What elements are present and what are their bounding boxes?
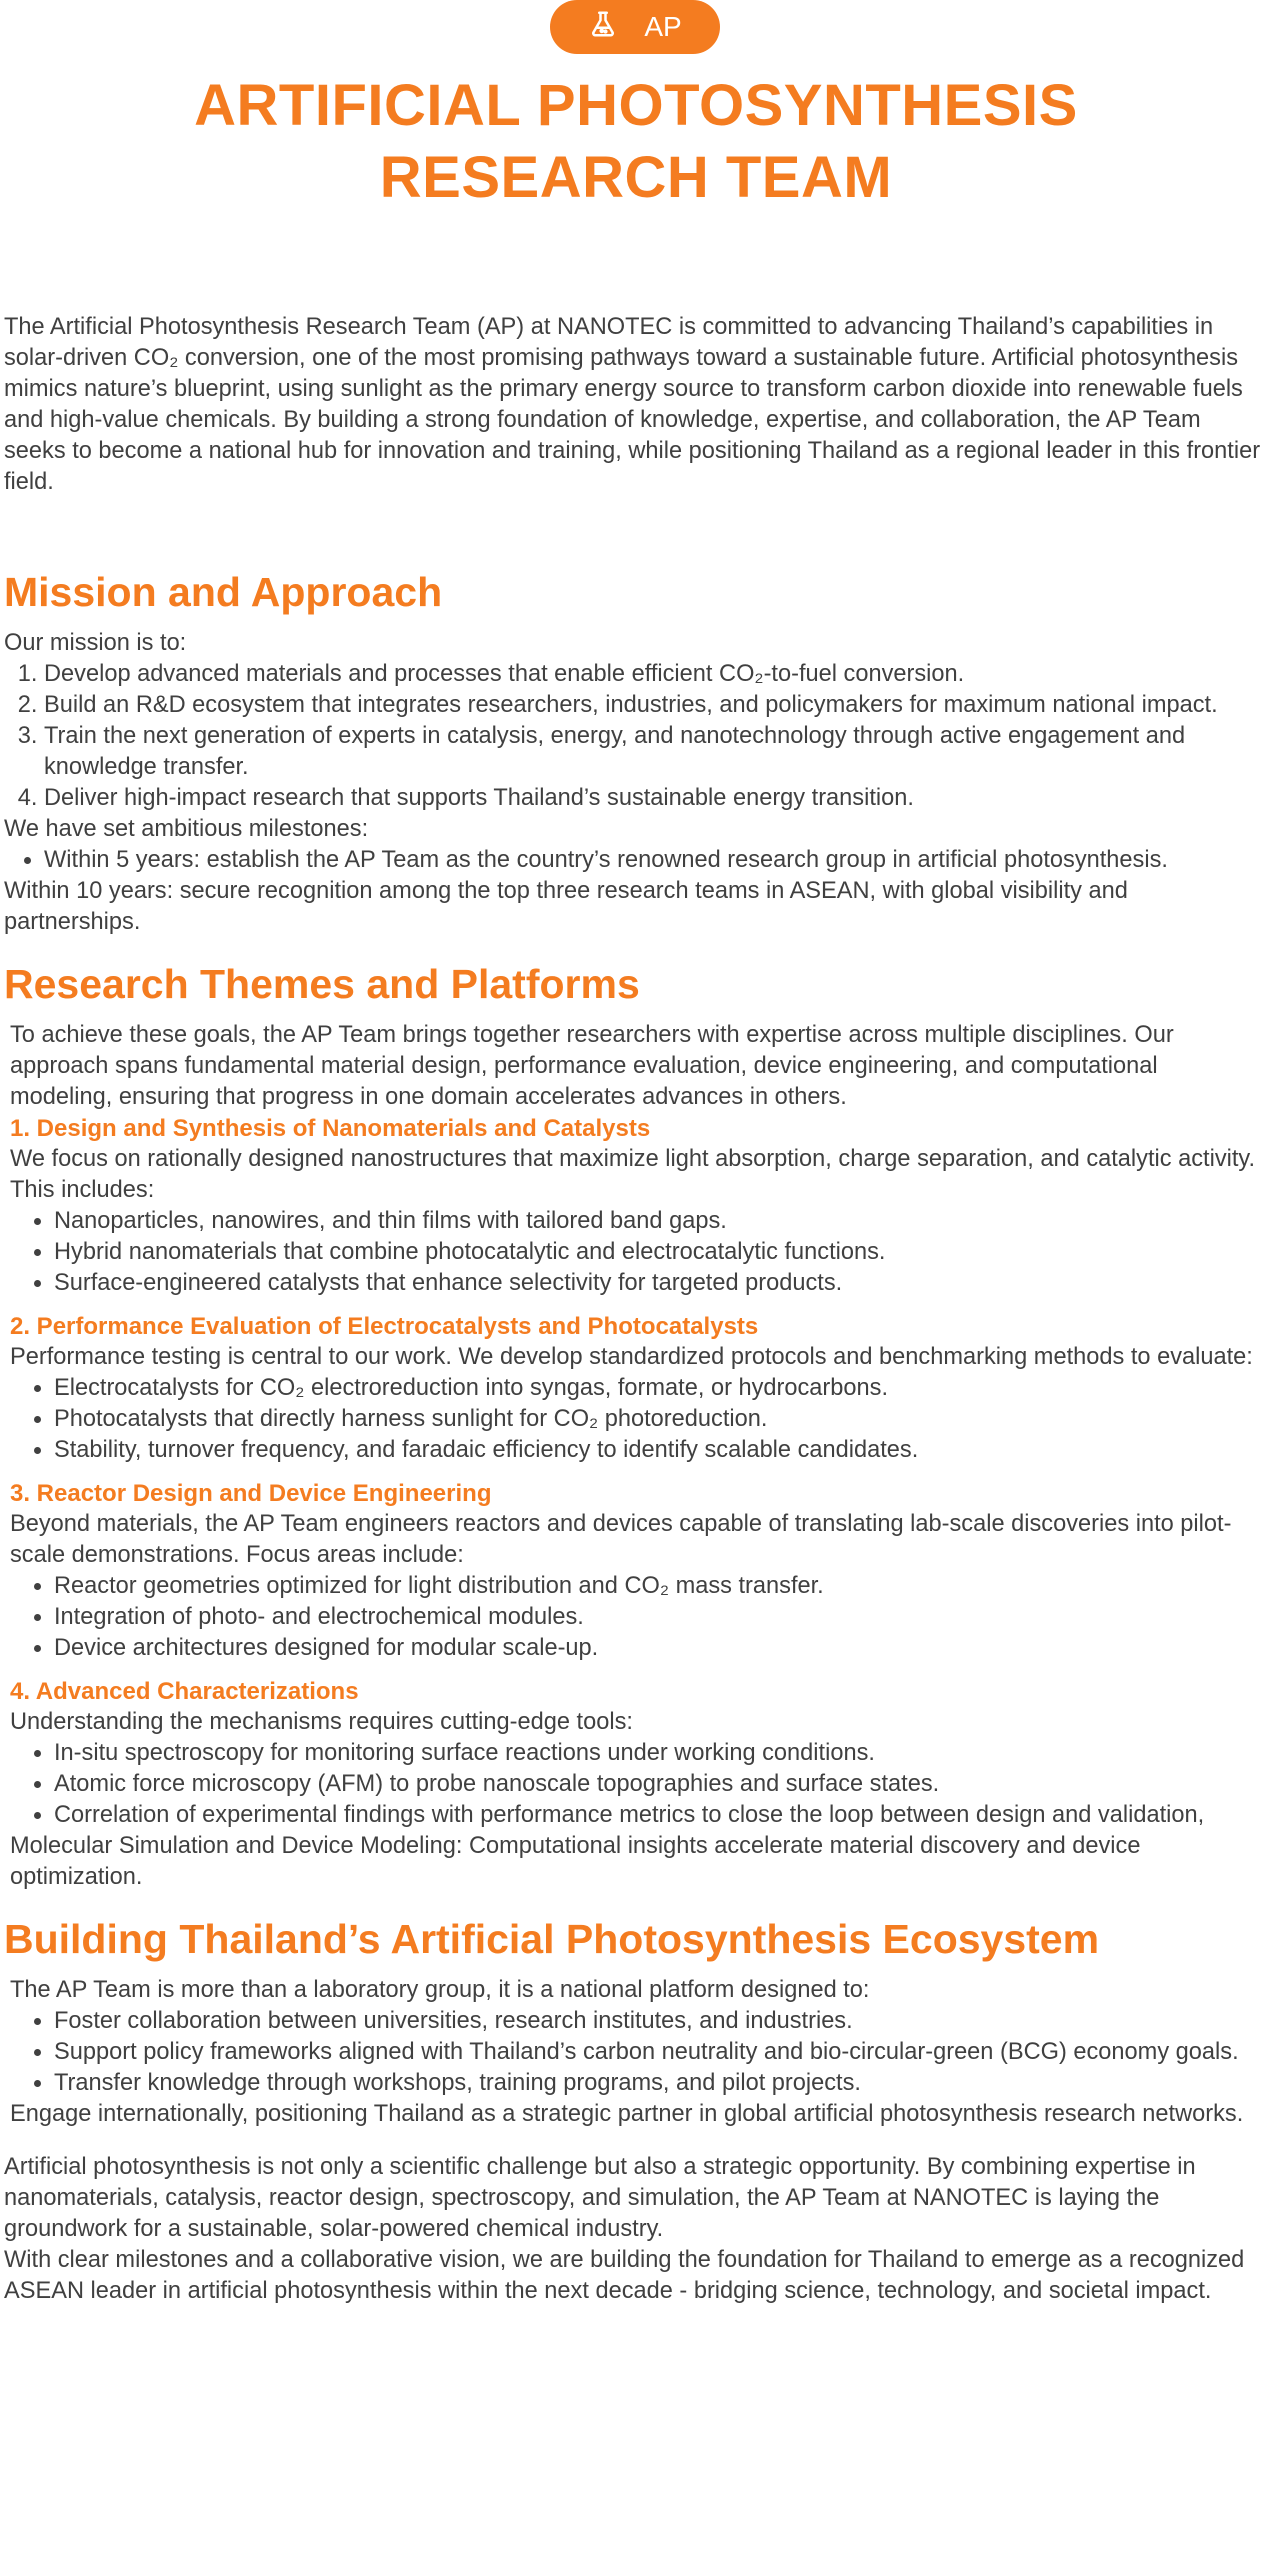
theme-title: 4. Advanced Characterizations	[10, 1678, 359, 1705]
intro-paragraph: The Artificial Photosynthesis Research Team (AP) at NANOTEC is committed to advancing Thailand’s capabilities in solar-driven CO₂ conversion, one of the most promising pathways toward a sustainable future. Artificial photosynthesis mimics nature’s blueprint, using sunlight as the primary energy source to transform carbon dioxide into renewable fuels and high-value chemicals. By building a strong foundation of knowledge, expertise, and collaboration, the AP Team seeks to become a national hub for innovation and training, while positioning Thailand as a regional leader in this frontier field.	[4, 314, 1261, 495]
theme-title: 2. Performance Evaluation of Electrocatalysts and Photocatalysts	[10, 1313, 759, 1340]
theme-title: 3. Reactor Design and Device Engineering	[10, 1480, 492, 1507]
ecosystem-item: • Transfer knowledge through workshops, training programs, and pilot projects.	[54, 2068, 1266, 2099]
content	[4, 312, 1266, 2307]
milestone-item: • Within 5 years: establish the AP Team as the country’s renowned research group in artificial photosynthesis.	[44, 845, 1266, 876]
theme-lead: Beyond materials, the AP Team engineers reactors and devices capable of translating lab-scale discoveries into pilot-scale demonstrations. Focus areas include:	[10, 1511, 1232, 1568]
ecosystem-list	[10, 2006, 1266, 2099]
theme-title: 1. Design and Synthesis of Nanomaterials and Catalysts	[10, 1115, 651, 1142]
ecosystem-section	[4, 1915, 1266, 2130]
theme-list	[10, 1571, 1266, 1664]
page-title	[0, 70, 1272, 214]
ecosystem-tail: Engage internationally, positioning Thailand as a strategic partner in global artificial photosynthesis research networks.	[10, 2101, 1244, 2127]
team-badge	[550, 0, 720, 54]
mission-item: 1. Develop advanced materials and processes that enable efficient CO₂-to-fuel conversion.	[44, 659, 1266, 690]
theme-item: • Surface-engineered catalysts that enhance selectivity for targeted products.	[54, 1268, 1266, 1299]
theme-item: • Nanoparticles, nanowires, and thin films with tailored band gaps.	[54, 1206, 1266, 1237]
theme-item: • Reactor geometries optimized for light distribution and CO₂ mass transfer.	[54, 1571, 1266, 1602]
mission-list	[4, 659, 1266, 814]
milestone-list	[4, 845, 1266, 876]
theme-lead: Performance testing is central to our work. We develop standardized protocols and benchmarking methods to evaluate:	[10, 1344, 1253, 1370]
mission-section	[4, 568, 1266, 938]
ecosystem-item: • Support policy frameworks aligned with Thailand’s carbon neutrality and bio-circular-green (BCG) economy goals.	[54, 2037, 1266, 2068]
mission-item: 4. Deliver high-impact research that supports Thailand’s sustainable energy transition.	[44, 783, 1266, 814]
theme-item: • In-situ spectroscopy for monitoring surface reactions under working conditions.	[54, 1738, 1266, 1769]
theme-list	[10, 1206, 1266, 1299]
milestone-tail: Within 10 years: secure recognition among the top three research teams in ASEAN, with global visibility and partnerships.	[4, 878, 1128, 935]
flask-icon	[588, 9, 618, 46]
theme-item: • Hybrid nanomaterials that combine photocatalytic and electrocatalytic functions.	[54, 1237, 1266, 1268]
theme-item: • Atomic force microscopy (AFM) to probe nanoscale topographies and surface states.	[54, 1769, 1266, 1800]
theme-lead: We focus on rationally designed nanostructures that maximize light absorption, charge separation, and catalytic activity. This includes:	[10, 1146, 1256, 1203]
title-line-2: RESEARCH TEAM	[379, 145, 893, 210]
closing-paragraph: With clear milestones and a collaborative vision, we are building the foundation for Thailand to emerge as a recognized ASEAN leader in artificial photosynthesis within the next decade - bridging science, technology, and societal impact.	[4, 2247, 1245, 2304]
closing-paragraph: Artificial photosynthesis is not only a scientific challenge but also a strategic opportunity. By combining expertise in nanomaterials, catalysis, reactor design, spectroscopy, and simulation, the AP Team at NANOTEC is laying the groundwork for a sustainable, solar-powered chemical industry.	[4, 2154, 1196, 2242]
ecosystem-heading: Building Thailand’s Artificial Photosynthesis Ecosystem	[4, 1916, 1100, 1962]
closing-section	[4, 2152, 1266, 2307]
theme-list	[10, 1738, 1266, 1831]
research-lead: To achieve these goals, the AP Team brings together researchers with expertise across multiple disciplines. Our approach spans fundamental material design, performance evaluation, device engineering, and computational modeling, ensuring that progress in one domain accelerates advances in others.	[10, 1022, 1174, 1110]
mission-item: 2. Build an R&D ecosystem that integrates researchers, industries, and policymakers for maximum national impact.	[44, 690, 1266, 721]
theme-lead: Understanding the mechanisms requires cutting-edge tools:	[10, 1709, 633, 1735]
mission-item: 3. Train the next generation of experts in catalysis, energy, and nanotechnology through active engagement and knowledge transfer.	[44, 721, 1266, 783]
theme-item: • Photocatalysts that directly harness sunlight for CO₂ photoreduction.	[54, 1404, 1266, 1435]
ecosystem-item: • Foster collaboration between universities, research institutes, and industries.	[54, 2006, 1266, 2037]
title-line-1: ARTIFICIAL PHOTOSYNTHESIS	[194, 73, 1078, 138]
research-heading: Research Themes and Platforms	[4, 961, 640, 1007]
mission-lead: Our mission is to:	[4, 630, 187, 656]
theme-item: • Device architectures designed for modular scale-up.	[54, 1633, 1266, 1664]
milestones-lead: We have set ambitious milestones:	[4, 816, 369, 842]
theme-item: • Stability, turnover frequency, and faradaic efficiency to identify scalable candidates.	[54, 1435, 1266, 1466]
theme-item: • Integration of photo- and electrochemical modules.	[54, 1602, 1266, 1633]
ecosystem-lead: The AP Team is more than a laboratory group, it is a national platform designed to:	[10, 1977, 870, 2003]
mission-heading: Mission and Approach	[4, 569, 443, 615]
theme-item: • Electrocatalysts for CO₂ electroreduction into syngas, formate, or hydrocarbons.	[54, 1373, 1266, 1404]
research-section	[4, 960, 1266, 1893]
badge-row	[0, 0, 1272, 56]
theme-item: • Correlation of experimental findings with performance metrics to close the loop between design and validation,	[54, 1800, 1266, 1831]
theme-tail: Molecular Simulation and Device Modeling: Computational insights accelerate material discovery and device optimization.	[10, 1833, 1141, 1890]
theme-list	[10, 1373, 1266, 1466]
badge-label: AP	[644, 11, 682, 42]
